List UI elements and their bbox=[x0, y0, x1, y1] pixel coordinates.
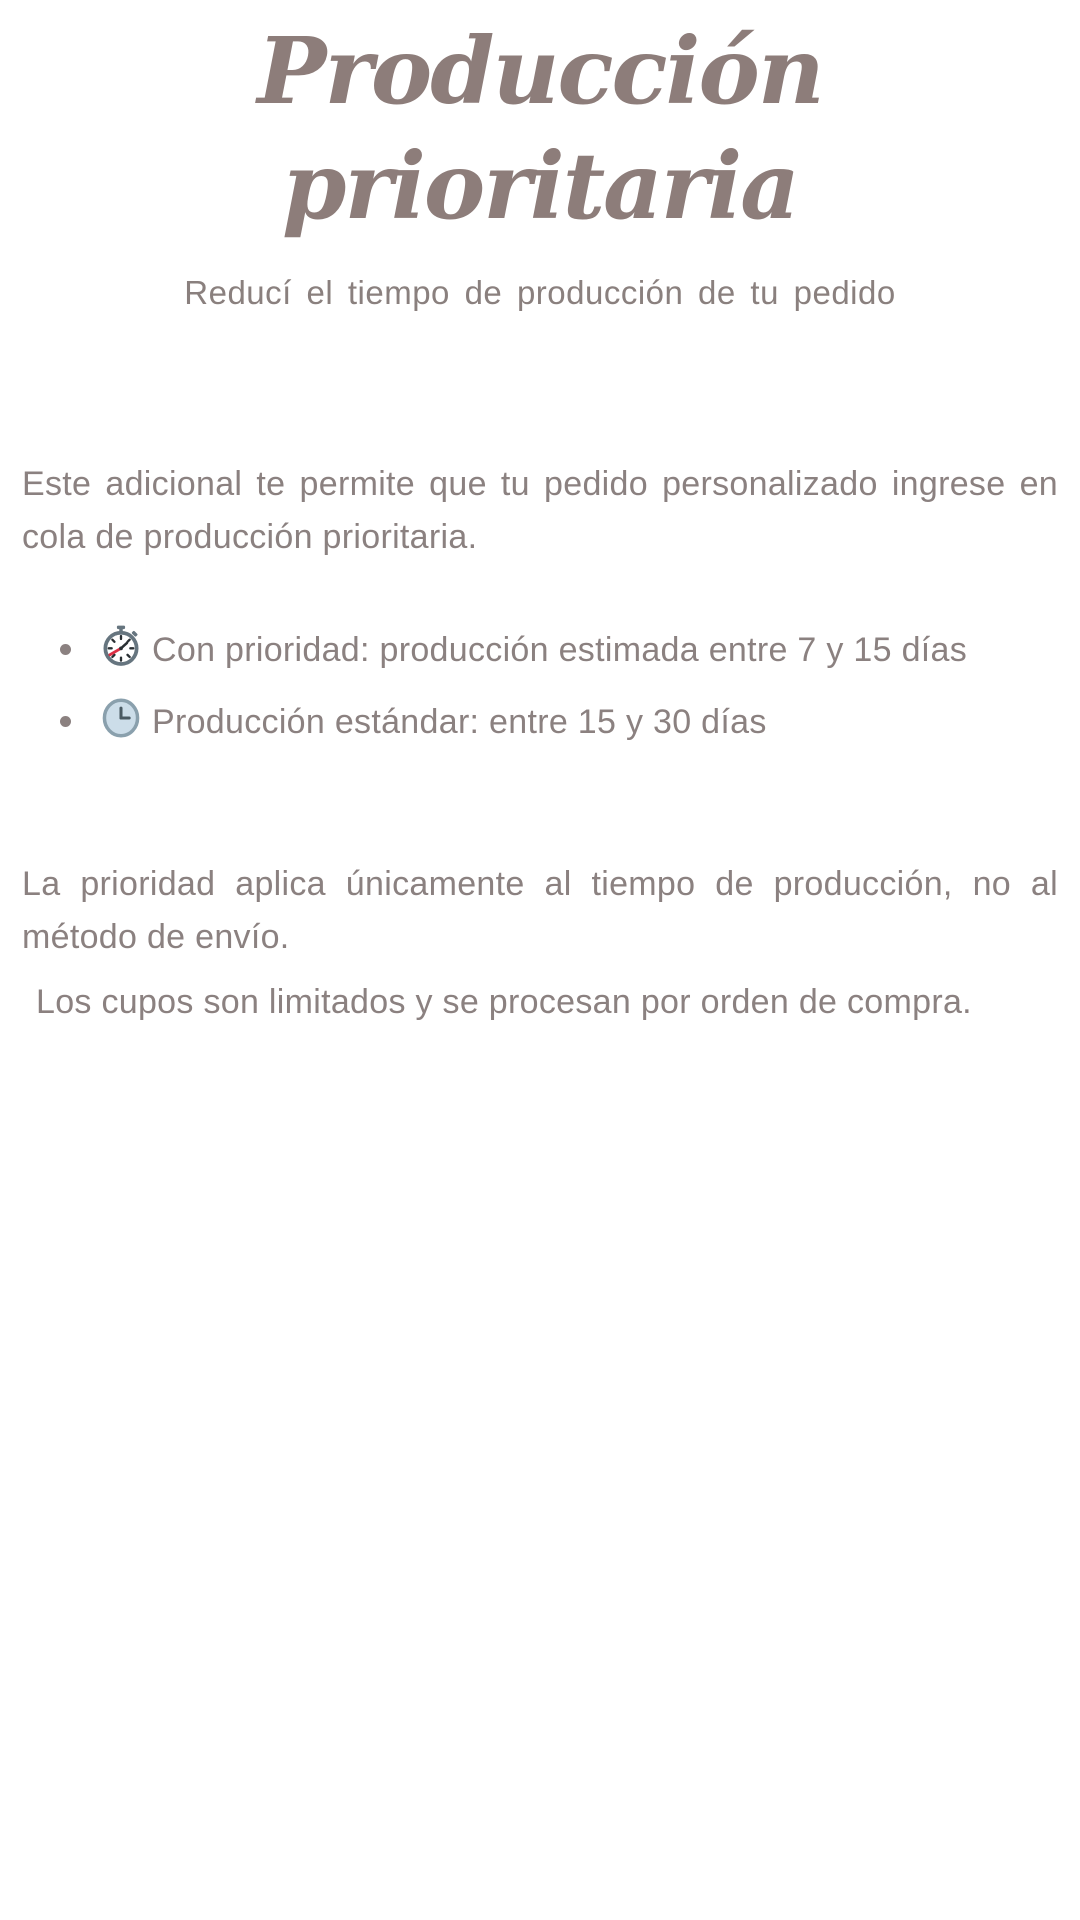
intro-paragraph: Este adicional te permite que tu pedido personalizado ingrese en cola de producción prioritaria. bbox=[22, 465, 1058, 557]
list-item bbox=[100, 694, 1058, 756]
list-item-text: Con prioridad: producción estimada entre 7 y 15 días bbox=[152, 631, 968, 670]
clock-icon bbox=[100, 697, 142, 756]
bullet-dot bbox=[60, 716, 71, 727]
notes-section bbox=[22, 858, 1058, 1029]
list-item bbox=[100, 622, 1058, 684]
page-title: Producción prioritaria bbox=[257, 17, 823, 240]
bullet-dot bbox=[60, 644, 71, 655]
stopwatch-icon bbox=[100, 625, 142, 684]
list-item-text: Producción estándar: entre 15 y 30 días bbox=[152, 703, 767, 742]
features-list bbox=[22, 622, 1058, 756]
note-paragraph: Los cupos son limitados y se procesan por orden de compra. bbox=[36, 983, 972, 1022]
note-paragraph: La prioridad aplica únicamente al tiempo de producción, no al método de envío. bbox=[22, 865, 1058, 957]
page-subtitle: Reducí el tiempo de producción de tu pedido bbox=[184, 274, 896, 311]
